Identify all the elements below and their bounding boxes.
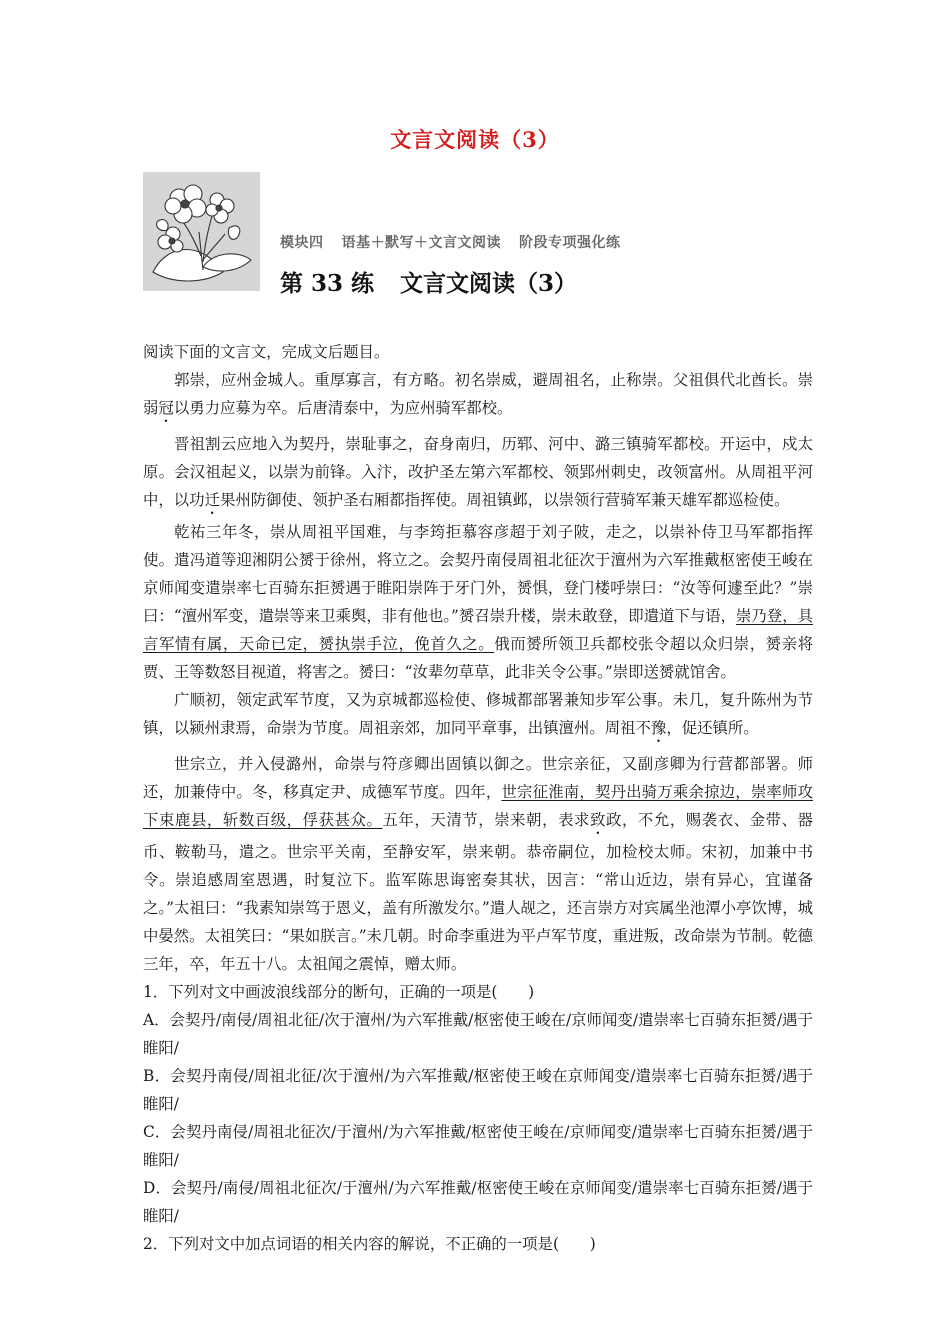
- banner-subtitle: [280, 232, 639, 252]
- passage-text: 五年，天清节，崇来朝，表求: [382, 811, 591, 829]
- passage-text: 乾祐三年冬，崇从周祖平国难，与李筠拒慕容彦超于刘子陂，走之，以崇补侍卫马军都指挥使。遣冯道等迎湘阴公赟于徐州，将立之。会契丹南侵周祖北征次于澶州为六军推戴枢密使王峻在京师闻变遣崇率七百骑东拒赟遇于睢阳崇阵于牙门外，赟惧，登门楼呼崇曰：“汝等何遽至此？”崇曰：“澶州军变，遣崇等来卫乘舆，非有他也。”赟召崇升楼，崇未敢登，即遣道下与语，: [143, 523, 813, 625]
- dotted-word: 冠: [158, 399, 174, 417]
- banner-heading: [280, 265, 577, 298]
- flower-sketch-icon: [143, 172, 260, 291]
- option-a: A．会契丹/南侵/周祖北征/次于澶州/为六军推戴/枢密使王峻在/京师闻变/遣崇率七百骑东拒赟/遇于睢阳/: [143, 1011, 813, 1057]
- question-2: 2．下列对文中加点词语的相关内容的解说，不正确的一项是( ): [143, 1235, 596, 1253]
- passage-text: 以勇力应募为卒。后唐清泰中，为应州骑军都校。: [173, 399, 513, 417]
- passage-text: 政，不允，赐袭衣、金带、器币、鞍勒马，遣之。世宗平关南，至静安军，崇来朝。恭帝嗣位，加检校太师。宋初，加兼中书令。崇追感周室恩遇，时复泣下。监军陈思诲密奏其状，因言：“常山近边，崇有异心，宜谨备之。”太祖曰：“我素知崇笃于恩义，盖有所激发尔。”遣人觇之，还言崇方对宾属坐池潭小亭饮博，城中晏然。太祖笑曰：“果如朕言。”未几朝。时命李重进为平卢军节度，重进叛，改命崇为节制。乾德三年，卒，年五十八。太祖闻之震悼，赠太师。: [143, 811, 814, 973]
- passage-text: 俄而赟所领卫兵都校张令超以众归崇，赟亲将贾、王等数怒目视道，将害之。赟曰：“汝辈勿草草，此非关令公事。”崇即送赟就馆舍。: [143, 635, 813, 681]
- module-label: 模块四: [280, 235, 324, 251]
- passage-paragraph: [143, 750, 813, 978]
- series-label: 语基＋默写＋文言文阅读: [341, 235, 501, 251]
- passage-text: 广顺初，领定武军节度，又为京城都巡检使、修城都部署兼知步军公事。未几，复升陈州为节镇，以颍州隶焉，命崇为节度。周祖亲郊，加同平章事，出镇澶州。周祖不: [143, 691, 813, 737]
- option-c: C．会契丹南侵/周祖北征次/于澶州/为六军推戴/枢密使王峻在/京师闻变/遣崇率七百骑东拒赟/遇于睢阳/: [143, 1123, 813, 1169]
- lesson-title: 文言文阅读（3）: [400, 270, 578, 297]
- option-d: D．会契丹/南侵/周祖北征次/于澶州/为六军推戴/枢密使王峻在京师闻变/遣崇率七百骑东拒赟/遇于睢阳/: [143, 1179, 813, 1225]
- passage-paragraph: [143, 518, 813, 686]
- question-1: 1．下列对文中画波浪线部分的断句，正确的一项是( ): [143, 983, 535, 1001]
- passage-paragraph: [143, 366, 813, 426]
- instruction: 阅读下面的文言文，完成文后题目。: [143, 343, 390, 361]
- passage-paragraph: [143, 686, 813, 746]
- document-body: [143, 338, 813, 1258]
- passage-text: 世宗立，并入侵潞州，命崇与符彦卿出固镇以御之。世宗亲征，又副彦卿为行营都部署。师还，加兼侍中。冬，移真定尹、成德军节度。四年，: [143, 755, 813, 801]
- dotted-word: 豫: [650, 719, 667, 737]
- passage-paragraph: [143, 430, 813, 518]
- dotted-word: 迁: [204, 491, 220, 509]
- passage-text: 郭崇，应州金城人。重厚寡言，有方略。初名崇威，避周祖名，止称崇。父祖俱代北酋长。崇弱: [143, 371, 813, 417]
- dotted-word: 致: [590, 811, 606, 829]
- lesson-number: 第 33 练: [280, 270, 375, 297]
- passage-text: 果州防御使、领护圣右厢都指挥使。周祖镇邺，以崇领行营骑军兼天雄军都巡检使。: [219, 491, 790, 509]
- underlined-sentence: 世宗征淮南，契丹出骑万乘余掠边，崇率师攻下束鹿县，斩数百级，俘获甚众。: [143, 783, 813, 829]
- stage-label: 阶段专项强化练: [519, 235, 621, 251]
- passage-text: ，促还镇所。: [666, 719, 759, 737]
- underlined-sentence: 崇乃登，具言军情有属，天命已定，赟执崇手泣，俛首久之。: [143, 607, 813, 653]
- option-b: B．会契丹南侵/周祖北征/次于澶州/为六军推戴/枢密使王峻在京师闻变/遣崇率七百骑东拒赟/遇于睢阳/: [143, 1067, 813, 1113]
- passage-text: 晋祖割云应地入为契丹，崇耻事之，奋身南归，历郓、河中、潞三镇骑军都校。开运中，戍太原。会汉祖起义，以崇为前锋。入汴，改护圣左第六军都校、领郢州刺史，改领富州。从周祖平河中，以功: [143, 435, 813, 509]
- page-title: 文言文阅读（3）: [390, 127, 560, 152]
